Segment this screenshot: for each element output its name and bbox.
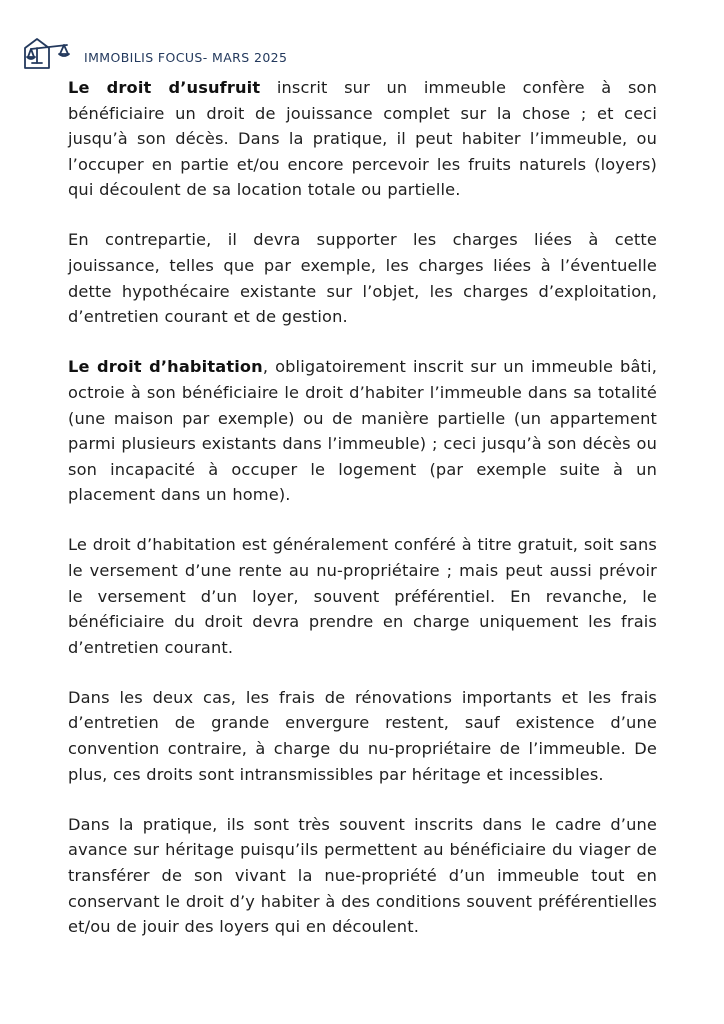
paragraph-usufruit	[68, 75, 657, 203]
term-usufruit: Le droit d’usufruit	[68, 78, 261, 97]
paragraph-text: Le droit d’habitation est généralement conféré à titre gratuit, soit sans le versement d’une rente au nu-propriétaire ; mais peut aussi prévoir le versement d’un loyer, souvent préférentiel. En revanche, le bénéficiaire du droit devra prendre en charge uniquement les frais d’entretien courant.	[68, 535, 657, 657]
paragraph-text: inscrit sur un immeuble confère à son bénéficiaire un droit de jouissance complet sur la chose ; et ceci jusqu’à son décès. Dans la pratique, il peut habiter l’immeuble, ou l’occuper en partie et/ou encore percevoir les fruits naturels (loyers) qui découlent de sa location totale ou partielle.	[68, 78, 657, 200]
balance-house-icon	[22, 36, 74, 70]
paragraph-text: En contrepartie, il devra supporter les charges liées à cette jouissance, telles que par exemple, les charges liées à l’éventuelle dette hypothécaire existante sur l’objet, les charges d’exploitation, d’entretien courant et de gestion.	[68, 230, 657, 327]
paragraph-text: , obligatoirement inscrit sur un immeuble bâti, octroie à son bénéficiaire le droit d’habiter l’immeuble dans sa totalité (une maison par exemple) ou de manière partielle (un appartement parmi plusieurs existants dans l’immeuble) ; ceci jusqu’à son décès ou son incapacité à occuper le logement (par exemple suite à un placement dans un home).	[68, 357, 657, 505]
paragraph-deux-cas	[68, 685, 657, 787]
paragraph-habitation	[68, 354, 657, 508]
paragraph-gratuit	[68, 532, 657, 660]
page-header	[22, 36, 287, 70]
document-body	[68, 75, 657, 964]
paragraph-pratique	[68, 812, 657, 940]
paragraph-text: Dans les deux cas, les frais de rénovations importants et les frais d’entretien de grande envergure restent, sauf existence d’une convention contraire, à charge du nu-propriétaire de l’immeuble. De plus, ces droits sont intransmissibles par héritage et incessibles.	[68, 687, 657, 784]
term-habitation: Le droit d’habitation	[68, 357, 263, 377]
paragraph-contrepartie	[68, 227, 657, 329]
paragraph-text: Dans la pratique, ils sont très souvent inscrits dans le cadre d’une avance sur héritage puisqu’ils permettent au bénéficiaire du viager de transférer de son vivant la nue-propriété d’un immeuble tout en conservant le droit d’y habiter à des conditions souvent préférentielles et/ou de jouir des loyers qui en découlent.	[68, 814, 657, 937]
header-title: IMMOBILIS FOCUS- MARS 2025	[84, 49, 288, 65]
